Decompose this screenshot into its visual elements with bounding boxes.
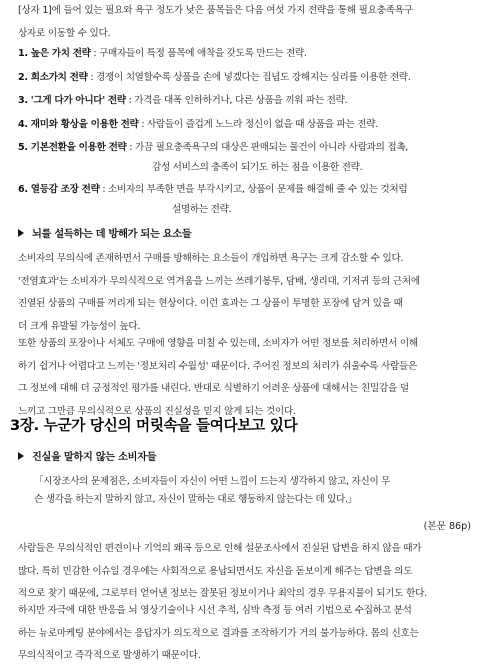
strategy-title: 1. 높은 가치 전략 (18, 48, 91, 59)
section-heading-untruthful (18, 448, 156, 463)
text-line: 상자로 이동할 수 있다. (18, 27, 111, 39)
text-line: 더 크게 유발될 가능성이 높다. (18, 320, 141, 332)
strategy-desc: : 소비자의 부족한 면을 부각시키고, 상품이 문제를 해결해 줄 수 있는 것처럼 (99, 184, 408, 195)
text-line: 많다. 특히 민감한 이슈일 경우에는 사회적으로 용납되면서도 자신을 돋보이게 해주는 답변을 의도 (18, 565, 413, 577)
text-line: 소비자의 무의식에 존재하면서 구매를 방해하는 요소들이 개입하면 욕구는 크게 감소할 수 있다. (18, 253, 404, 264)
strategy-title: 3. '그게 다가 아니다' 전략 (18, 95, 126, 106)
intro-paragraph (18, 0, 473, 45)
text-line: [상자 1]에 들어 있는 필요와 욕구 정도가 낮은 품목들은 다음 여섯 가지 전략을 통해 필요충족욕구 (18, 5, 413, 16)
strategy-item-6 (18, 180, 478, 220)
section-heading-text: 진실을 말하지 않는 소비자들 (32, 452, 157, 463)
strategy-desc: : 구매자들이 특정 품목에 애착을 갖도록 만드는 전략. (90, 48, 307, 59)
strategy-desc: : 경쟁이 치열할수록 상품을 손에 넣겠다는 집념도 강해지는 심리를 이용한 전략. (87, 72, 411, 83)
strategy-desc-cont: 설명하는 전략. (172, 204, 232, 215)
triangle-bullet-icon (18, 229, 24, 237)
strategy-title: 2. 희소가치 전략 (18, 72, 88, 83)
strategy-item-3 (18, 91, 478, 111)
text-line: 무의식적이고 즉각적으로 발생하기 때문이다. (18, 650, 201, 661)
strategy-desc: : 사람들이 즐겁게 노느라 정신이 없을 때 상품을 파는 전략. (138, 119, 378, 130)
text-line: 하는 뉴로마케팅 분야에서는 응답자가 의도적으로 결과를 조작하기가 거의 불가능하다. 몸의 신호는 (18, 627, 419, 639)
quote-line: 슨 생각을 하는지 말하지 않고, 자신이 말하는 대로 행동하지 않는다는 데 있다.」 (34, 493, 358, 505)
strategy-title: 4. 재미와 황상을 이용한 전략 (18, 119, 139, 130)
text-line: 그 정보에 대해 더 긍정적인 평가를 내린다. 반대로 식별하기 어려운 상품에 대해서는 친밀감을 덜 (18, 383, 409, 394)
untruthful-paragraph-2 (18, 600, 473, 668)
text-line: 하기 쉽거나 어렵다고 느끼는 '정보처리 수월성' 때문이다. 주어진 정보의 처리가 쉬울수록 사람들은 (18, 360, 418, 372)
text-line: 사람들은 무의식적인 편견이나 기억의 왜곡 등으로 인해 설문조사에서 진실된 답변을 하지 않을 때가 (18, 543, 422, 554)
text-line: 느끼고 그만큼 무의식적으로 상품의 진실성을 믿지 않게 되는 것이다. (18, 405, 296, 417)
triangle-bullet-icon (18, 452, 24, 460)
strategy-desc: : 가끔 필요충족욕구의 대상은 판매되는 물건이 아니라 사람과의 접촉, (126, 142, 409, 153)
obstacles-paragraph-1 (18, 248, 473, 338)
strategy-title: 5. 기본전환을 이용한 전략 (18, 142, 127, 153)
quote-line: 「시장조사의 문제점은, 소비자들이 자신이 어떤 느낌이 드는지 생각하지 않고, 자신이 무 (34, 476, 391, 487)
strategy-desc: : 가격을 대폭 인하하거나, 다른 상품을 끼워 파는 전략. (125, 95, 348, 106)
strategy-item-5 (18, 138, 478, 178)
obstacles-paragraph-2 (18, 333, 473, 423)
text-line: 또한 상품의 포장이나 서체도 구매에 영향을 미칠 수 있는데, 소비자가 어떤 정보를 처리하면서 이해 (18, 338, 418, 349)
strategy-desc-cont: 감성 서비스의 충족이 되기도 하는 점을 이용한 전략. (152, 162, 363, 173)
text-line: 적으로 찾기 때문에, 그로부터 얻어낸 정보는 잘못된 정보이거나 최악의 경우 무용지물이 되기도 한다. (18, 588, 427, 599)
strategy-item-4 (18, 115, 478, 135)
strategy-title: 6. 열등감 조장 전략 (18, 184, 100, 195)
chapter-title: 3장. 누군가 당신의 머릿속을 들여다보고 있다 (10, 417, 298, 434)
strategy-item-2 (18, 68, 478, 88)
text-line: 하지만 자극에 대한 반응을 뇌 영상기술이나 시선 추적, 심박 측정 등 여러 기법으로 수집하고 분석 (18, 605, 412, 616)
section-heading-text: 뇌를 설득하는 데 방해가 되는 요소들 (32, 229, 192, 240)
block-quote (34, 473, 470, 508)
untruthful-paragraph-1 (18, 538, 473, 606)
quote-citation: (본문 86p) (423, 521, 471, 532)
text-line: 진열된 상품의 구매를 꺼리게 되는 현상이다. 이런 효과는 그 상품이 투명한 포장에 담겨 있을 때 (18, 298, 403, 309)
strategy-item-1 (18, 44, 478, 64)
section-heading-obstacles (18, 225, 191, 240)
text-line: '전염효과'는 소비자가 무의식적으로 역겨움을 느끼는 쓰레기봉투, 담배, 생리대, 기저귀 등의 근처에 (18, 275, 420, 287)
